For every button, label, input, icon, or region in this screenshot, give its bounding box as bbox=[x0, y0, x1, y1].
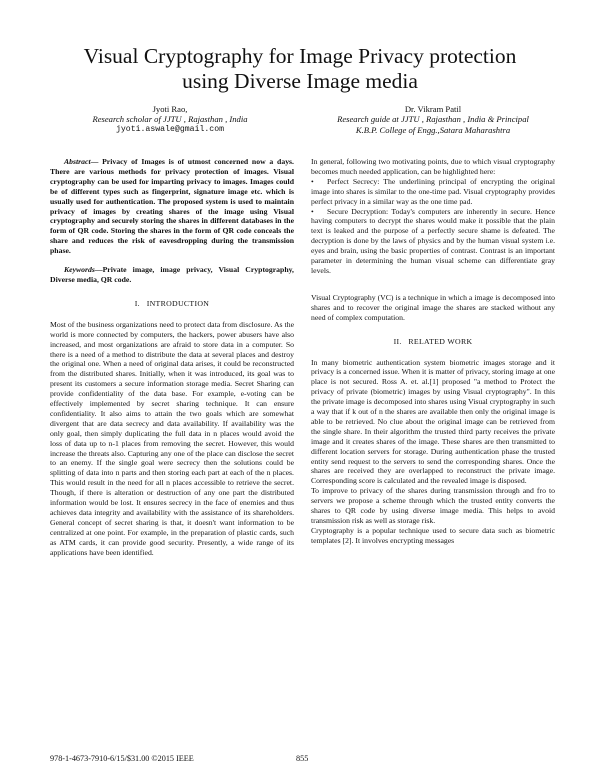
author-role: Research guide at JJTU , Rajasthan , India & Principal bbox=[337, 114, 529, 125]
vc-paragraph: Visual Cryptography (VC) is a technique in which a image is decomposed into shares and to recover the original image the shares are stacked without any need of complex computation. bbox=[311, 292, 555, 322]
spacer bbox=[311, 276, 555, 293]
keywords bbox=[50, 265, 294, 285]
author-name: Dr. Vikram Patil bbox=[404, 104, 462, 114]
author-block-1 bbox=[60, 104, 280, 135]
bullet-secure-decryption bbox=[311, 207, 555, 276]
related-paragraph-2: To improve to privacy of the shares during transmission through and fro to servers we propose a scheme through which the trusted entity converts the shares to QR code by using diverse image media. This helps to avoid transmission risk as well as storage risk. bbox=[311, 486, 555, 525]
right-column bbox=[311, 157, 555, 546]
author-name: Jyoti Rao, bbox=[152, 104, 188, 114]
copyright-footer: 978-1-4673-7910-6/15/$31.00 ©2015 IEEE bbox=[50, 754, 194, 763]
abstract-text: — Privacy of Images is of utmost concerned now a days. There are various methods for privacy protection of images. Visual cryptography can be used for imparting privacy to images. Images could be of different types such as fingerprint, signature image etc. which is usually used for authentication. The proposed system is used to maintain privacy of images by creating shares of the image using Visual cryptography and securely storing the shares in different databases in the form of QR code. Storing the shares in the form of QR code conceals the share and reduces the risk of eavesdropping during the transmission phase. bbox=[50, 157, 294, 256]
bullet-mark: • bbox=[311, 176, 314, 186]
author-affiliation: K.B.P. College of Engg.,Satara Maharashtra bbox=[355, 124, 511, 135]
section-heading-related-work: II. RELATED WORK bbox=[393, 336, 473, 346]
keywords-text: —Private image, image privacy, Visual Cryptography, Diverse media, QR code. bbox=[50, 265, 294, 284]
abstract bbox=[50, 157, 294, 256]
page-number: 855 bbox=[296, 754, 309, 763]
related-paragraph-1: In many biometric authentication system biometric images storage and it privacy is a concerned issue. When it is matter of privacy, storing image at one place is not secured. Ross A. et. al.[1] proposed "a method to Protect the privacy of private (biometric) images by using Visual cryptography". In this the private image is decomposed into shares using Visual cryptography in such a way that if k out of n the shares are available then only the original image is able to be retrieved. No clue about the original image can be retrieved from the single share. In their algorithm the trusted third party receives the private image and it creates shares of the image. These shares are then transmitted to different location servers for storage. During authentication phase the trusted entity send request to the servers to send the corresponding shares. Once the shares are received they are overlapped to reconstruct the private image. Corresponding score is calculated and the revealed image is disposed. bbox=[311, 357, 555, 486]
paper-title bbox=[40, 44, 560, 94]
bullet-text: Perfect Secrecy: The underlining principal of encrypting the original image into shares is similar to the one-time pad. Visual cryptography provides perfect privacy in a similar way as the one time pad. bbox=[311, 176, 555, 206]
intro-paragraph: Most of the business organizations need to protect data from disclosure. As the world is more connected by computers, the hackers, power abusers have also increased, and most organizations are afraid to store data in a computer. So there is a need of a method to distribute the data at several places and destroy the original one. When a need of original data arises, it could be reconstructed from the distributed shares. Initially, when it was introduced, its goal was to present its customers a secure information storage media. Secret Sharing can provide confidentiality of the data base. For example, e-voting can be effectively implemented by secret sharing technique. It can ensure confidentiality. It also aims to attain the two goals which are somewhat divergent that are data secrecy and data availability. If availability was the only goal, then simply duplicating the full data in n places would avoid the loss of data up to n-1 places from removing the secret. However, this would increase the threats also. Capturing any one of the place can disclose the secret to an enemy. If the single goal were secrecy then the solutions could be splitting of data into n parts and then storing each part at each of the n places. This would result in the need for all n places accessible to retrieve the secret. Though, if there is alteration or destruction of any one part the distributed information would be lost. It ensures secrecy in the face of enemies and thus achieves data integrity and availability with the assistance of its shareholders. General concept of secret sharing is that, it doesn't want information to be centralized at one point. For example, in the preparation of plastic cards, such as ATM cards, it can provide good security. Presently, a wide range of its applications have been identified. bbox=[50, 319, 294, 557]
bullet-perfect-secrecy bbox=[311, 177, 555, 207]
author-email[interactable]: jyoti.aswale@gmail.com bbox=[115, 124, 225, 134]
left-column bbox=[50, 157, 294, 558]
keywords-lead: Keywords bbox=[64, 265, 95, 275]
title-line-2: using Diverse Image media bbox=[182, 69, 418, 93]
section-heading-introduction: I. INTRODUCTION bbox=[134, 298, 210, 308]
motivation-paragraph: In general, following two motivating points, due to which visual cryptography becomes much needed application, can be highlighted here: bbox=[311, 157, 555, 176]
bullet-text: Secure Decryption: Today's computers are inherently in secure. Hence having computers to decrypt the shares would make it possible that the plain text is leaked and the purpose of a perfectly secure shame is defeated. The decryption is done by the laws of physics and by the human visual system i.e. eyes and brain, using the basic properties of contrast. Contrast is an important parameter in determining the human visual scheme can differentiate gray levels. bbox=[311, 206, 555, 275]
author-role: Research scholar of JJTU , Rajasthan , India bbox=[92, 114, 248, 125]
abstract-lead: Abstract bbox=[64, 157, 91, 166]
bullet-mark: • bbox=[311, 206, 314, 216]
related-paragraph-3: Cryptography is a popular technique used to secure data such as biometric templates [2]. It involves encrypting messages bbox=[311, 525, 555, 545]
title-line-1: Visual Cryptography for Image Privacy protection bbox=[83, 44, 517, 68]
author-block-2 bbox=[318, 104, 548, 135]
